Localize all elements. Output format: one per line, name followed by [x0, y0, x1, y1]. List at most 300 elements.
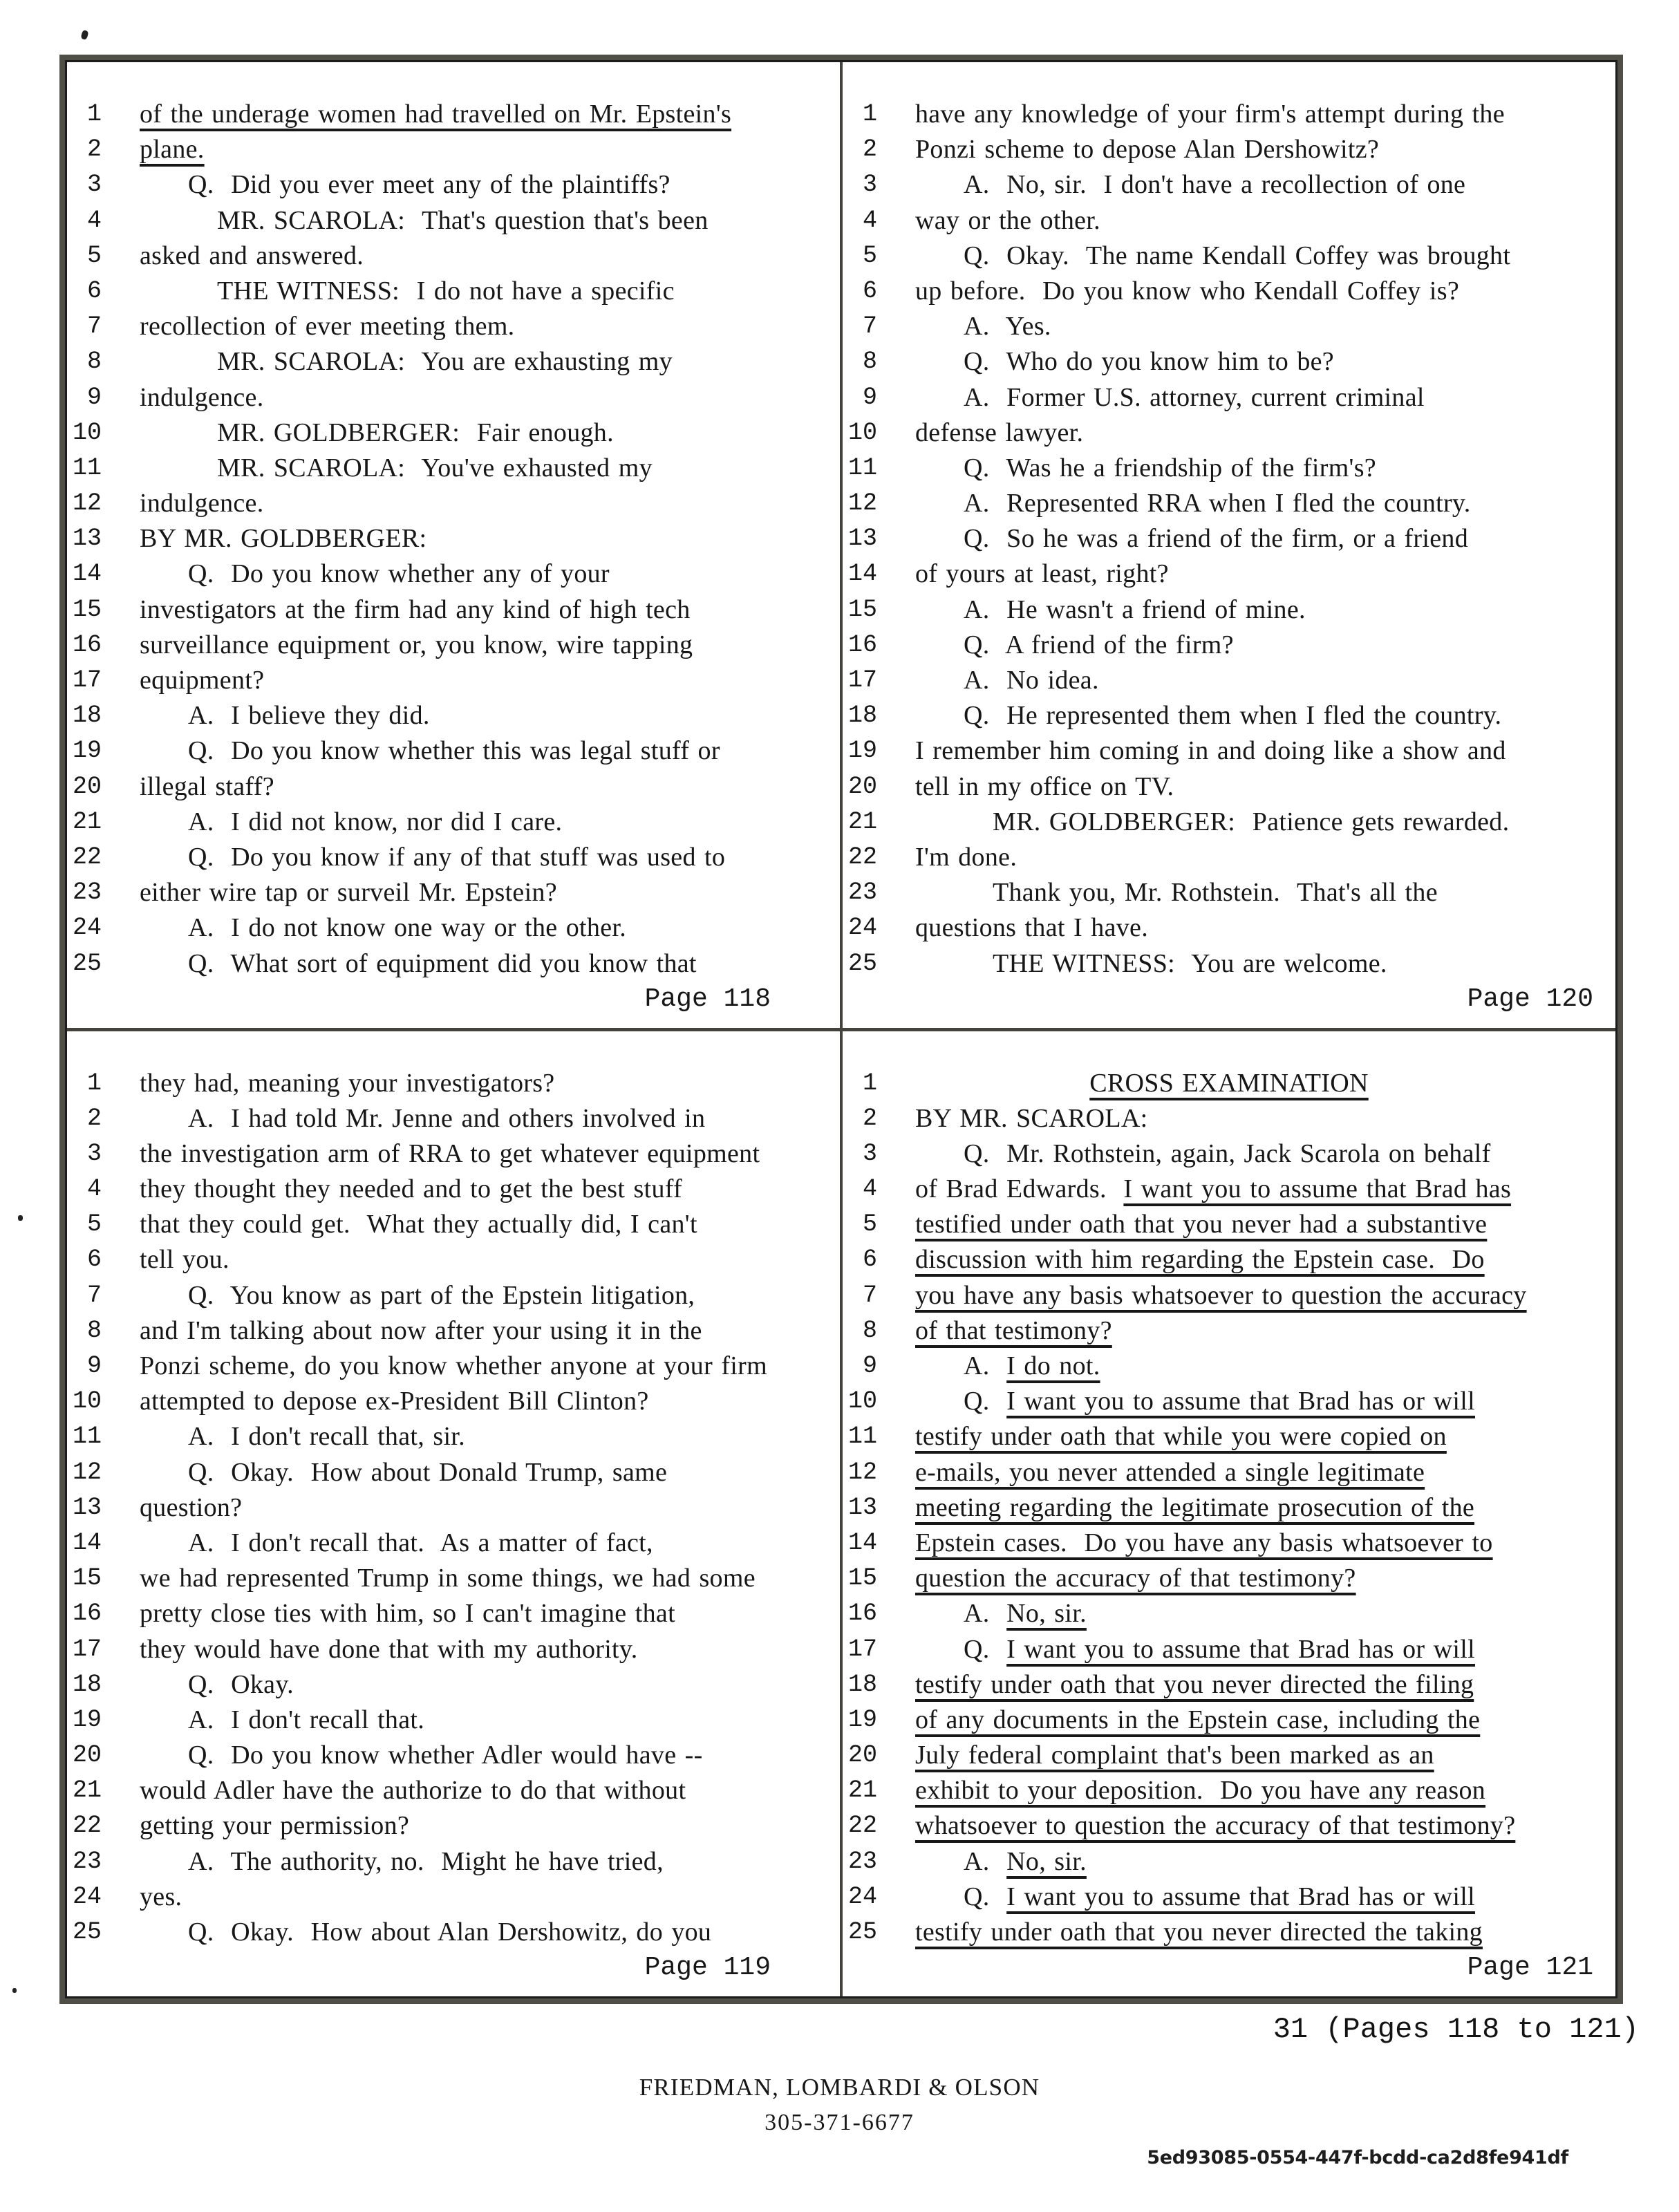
- transcript-line: [67, 1313, 840, 1349]
- transcript-line: [843, 875, 1615, 910]
- line-text: equipment?: [140, 666, 265, 695]
- transcript-line: [843, 663, 1615, 698]
- transcript-line: [67, 1526, 840, 1561]
- line-number: 23: [847, 879, 877, 907]
- line-number: 21: [72, 807, 102, 836]
- line-text: Q. Do you know whether this was legal stuff or: [188, 736, 720, 766]
- line-number: 20: [72, 772, 102, 800]
- transcript-line: [843, 344, 1615, 379]
- page-number-label: Page 120: [1467, 984, 1593, 1014]
- line-text: Q. A friend of the firm?: [964, 630, 1234, 659]
- line-text: Q. Okay. The name Kendall Coffey was brought: [964, 241, 1511, 270]
- line-number: 18: [847, 702, 877, 730]
- line-text: discussion with him regarding the Epstein case. Do: [915, 1245, 1485, 1275]
- line-text: the investigation arm of RRA to get whatever equipment: [140, 1138, 760, 1168]
- transcript-line: [67, 1101, 840, 1136]
- line-text: BY MR. SCAROLA:: [915, 1103, 1148, 1133]
- transcript-line: [67, 910, 840, 946]
- line-number: 21: [847, 807, 877, 836]
- line-number: 18: [847, 1670, 877, 1698]
- line-number: 2: [862, 1104, 877, 1132]
- line-text: Q. Okay. How about Donald Trump, same: [188, 1457, 668, 1487]
- line-text: they would have done that with my authority.: [140, 1634, 638, 1664]
- transcript-line: [843, 698, 1615, 733]
- line-number: 1: [86, 100, 102, 128]
- four-up-grid: [67, 62, 1615, 1996]
- line-number: 24: [847, 914, 877, 942]
- line-text: A. He wasn't a friend of mine.: [964, 594, 1306, 624]
- line-number: 4: [86, 206, 102, 234]
- page-number-label: Page 118: [644, 984, 771, 1014]
- transcript-line: [67, 698, 840, 733]
- transcript-line: [67, 1773, 840, 1808]
- line-text: THE WITNESS: I do not have a specific: [217, 276, 675, 306]
- transcript-line: [843, 1561, 1615, 1596]
- line-text: we had represented Trump in some things, we had some: [140, 1564, 756, 1593]
- line-text: BY MR. GOLDBERGER:: [140, 524, 427, 554]
- transcript-line: [67, 203, 840, 238]
- document-id-stamp: 5ed93085-0554-447f-bcdd-ca2d8fe941df: [1147, 2147, 1568, 2168]
- line-number: 21: [847, 1777, 877, 1805]
- line-text: exhibit to your deposition. Do you have any reason: [915, 1776, 1486, 1806]
- transcript-line: [843, 556, 1615, 592]
- transcript-line: [843, 1455, 1615, 1490]
- line-text: A. No idea.: [964, 666, 1099, 695]
- line-text: Q. Okay. How about Alan Dershowitz, do you: [188, 1918, 712, 1947]
- line-number: 14: [72, 560, 102, 588]
- line-text: THE WITNESS: You are welcome.: [993, 948, 1387, 978]
- line-text: would Adler have the authorize to do that without: [140, 1776, 686, 1806]
- line-text: surveillance equipment or, you know, wire tapping: [140, 630, 693, 659]
- line-text: A. Yes.: [964, 312, 1051, 341]
- line-text: MR. SCAROLA: You've exhausted my: [217, 453, 653, 482]
- line-number: 9: [86, 1352, 102, 1380]
- line-number: 14: [847, 560, 877, 588]
- line-text: question?: [140, 1492, 243, 1522]
- transcript-line: [843, 167, 1615, 203]
- transcript-line: [67, 1844, 840, 1880]
- scan-artifact-mark: [12, 1988, 17, 1993]
- line-text: MR. GOLDBERGER: Patience gets rewarded.: [993, 807, 1510, 836]
- transcript-line: [67, 97, 840, 132]
- transcript-line: [67, 1596, 840, 1631]
- line-number: 15: [847, 1564, 877, 1593]
- transcript-sheet-inner-border: [65, 60, 1617, 1998]
- line-number: 10: [847, 418, 877, 447]
- scan-artifact-mark: [80, 30, 88, 40]
- line-text: of any documents in the Epstein case, including the: [915, 1705, 1481, 1734]
- line-number: 8: [86, 348, 102, 376]
- transcript-line: [843, 97, 1615, 132]
- line-number: 22: [72, 1812, 102, 1840]
- line-number: 20: [847, 772, 877, 800]
- line-number: 19: [72, 1705, 102, 1734]
- line-text: Q. What sort of equipment did you know that: [188, 948, 697, 978]
- line-number: 18: [72, 1670, 102, 1698]
- line-text: A. I believe they did.: [188, 701, 430, 731]
- line-text: attempted to depose ex-President Bill Clinton?: [140, 1387, 649, 1416]
- line-number: 3: [86, 1139, 102, 1168]
- transcript-line: [67, 946, 840, 982]
- line-number: 1: [86, 1069, 102, 1097]
- transcript-line: [67, 805, 840, 840]
- line-text: investigators at the firm had any kind of high tech: [140, 594, 691, 624]
- line-text: Q. You know as part of the Epstein litigation,: [188, 1280, 695, 1310]
- line-number: 4: [862, 206, 877, 234]
- line-text: they had, meaning your investigators?: [140, 1068, 555, 1098]
- line-number: 5: [86, 1210, 102, 1239]
- transcript-line: [843, 1490, 1615, 1526]
- transcript-line: [843, 415, 1615, 451]
- transcript-line: [843, 380, 1615, 415]
- line-number: 17: [847, 666, 877, 694]
- line-text: Q. Do you know whether Adler would have --: [188, 1741, 703, 1770]
- line-text: A. No, sir.: [964, 1599, 1087, 1629]
- transcript-line: [843, 840, 1615, 875]
- line-text: up before. Do you know who Kendall Coffey is?: [915, 276, 1460, 306]
- line-number: 3: [862, 171, 877, 199]
- transcript-line: [67, 132, 840, 167]
- line-text: and I'm talking about now after your using it in the: [140, 1315, 702, 1345]
- line-text: A. No, sir.: [964, 1846, 1087, 1876]
- line-text: Q. Do you know whether any of your: [188, 559, 610, 589]
- line-text: testify under oath that you never directed the taking: [915, 1918, 1483, 1947]
- line-text: A. I had told Mr. Jenne and others involved in: [188, 1103, 706, 1133]
- transcript-line: [67, 1384, 840, 1419]
- transcript-line: [67, 1667, 840, 1703]
- transcript-line: [843, 1773, 1615, 1808]
- line-text: of Brad Edwards. I want you to assume that Brad has: [915, 1174, 1512, 1204]
- transcript-line: [843, 805, 1615, 840]
- transcript-line: [843, 628, 1615, 663]
- line-text: question the accuracy of that testimony?: [915, 1564, 1356, 1593]
- line-text: Thank you, Mr. Rothstein. That's all the: [993, 878, 1438, 908]
- transcript-line: [67, 592, 840, 628]
- transcript-line: [67, 840, 840, 875]
- transcript-line: [67, 309, 840, 344]
- transcript-line: [67, 1136, 840, 1172]
- page-number-label: Page 121: [1467, 1953, 1593, 1983]
- line-number: 16: [72, 1600, 102, 1628]
- line-number: 11: [847, 453, 877, 482]
- line-number: 3: [862, 1139, 877, 1168]
- line-text: tell in my office on TV.: [915, 771, 1174, 801]
- transcript-line: [843, 1667, 1615, 1703]
- line-number: 5: [86, 241, 102, 270]
- line-text: A. I did not know, nor did I care.: [188, 807, 563, 836]
- transcript-line: [843, 1703, 1615, 1738]
- line-number: 8: [862, 1316, 877, 1344]
- line-text: recollection of ever meeting them.: [140, 312, 515, 341]
- transcript-line: [67, 1808, 840, 1844]
- line-number: 6: [862, 276, 877, 305]
- transcript-line: [843, 203, 1615, 238]
- line-text: A. I don't recall that, sir.: [188, 1422, 465, 1452]
- line-number: 13: [72, 1493, 102, 1521]
- line-text: A. I do not.: [964, 1351, 1100, 1380]
- line-text: I'm done.: [915, 842, 1017, 872]
- line-text: they thought they needed and to get the best stuff: [140, 1174, 683, 1204]
- transcript-line: [67, 167, 840, 203]
- line-number: 7: [862, 312, 877, 341]
- line-text: Q. Who do you know him to be?: [964, 347, 1334, 377]
- line-number: 16: [72, 630, 102, 659]
- line-number: 8: [862, 348, 877, 376]
- line-text: yes.: [140, 1882, 182, 1911]
- transcript-line: [67, 1703, 840, 1738]
- line-text: A. I do not know one way or the other.: [188, 913, 627, 943]
- line-number: 25: [847, 949, 877, 977]
- line-text: you have any basis whatsoever to question the accuracy: [915, 1280, 1527, 1310]
- line-text: testify under oath that you never directed the filing: [915, 1669, 1474, 1699]
- line-number: 7: [862, 1281, 877, 1309]
- transcript-line: [67, 344, 840, 379]
- transcript-line: [843, 1596, 1615, 1631]
- transcript-line: [843, 1101, 1615, 1136]
- line-text: have any knowledge of your firm's attempt during the: [915, 100, 1505, 129]
- line-text: A. The authority, no. Might he have tried,: [188, 1846, 664, 1876]
- line-number: 18: [72, 702, 102, 730]
- transcript-line: [67, 1242, 840, 1277]
- transcript-lines: [843, 97, 1615, 982]
- line-text: Q. So he was a friend of the firm, or a friend: [964, 524, 1468, 554]
- line-number: 15: [72, 595, 102, 624]
- transcript-line: [67, 1561, 840, 1596]
- transcript-line: [843, 1066, 1615, 1101]
- transcript-line: [67, 628, 840, 663]
- line-text: pretty close ties with him, so I can't imagine that: [140, 1599, 675, 1629]
- line-number: 13: [847, 1493, 877, 1521]
- transcript-lines: [843, 1066, 1615, 1951]
- transcript-line: [843, 1384, 1615, 1419]
- transcript-line: [67, 875, 840, 910]
- transcript-line: [67, 556, 840, 592]
- line-text: Q. Mr. Rothstein, again, Jack Scarola on behalf: [964, 1138, 1491, 1168]
- reporting-firm-phone: 305-371-6677: [765, 2110, 914, 2135]
- transcript-line: [67, 1490, 840, 1526]
- line-number: 20: [72, 1741, 102, 1770]
- line-text: whatsoever to question the accuracy of that testimony?: [915, 1811, 1516, 1841]
- transcript-line: [843, 592, 1615, 628]
- line-text: defense lawyer.: [915, 418, 1084, 447]
- transcript-line: [843, 486, 1615, 521]
- transcript-line: [67, 1455, 840, 1490]
- line-text: asked and answered.: [140, 241, 364, 270]
- line-number: 11: [72, 453, 102, 482]
- line-text: CROSS EXAMINATION: [1089, 1068, 1369, 1098]
- line-number: 23: [72, 879, 102, 907]
- transcript-line: [67, 380, 840, 415]
- transcript-line: [843, 1278, 1615, 1313]
- transcript-sheet: [59, 55, 1623, 2004]
- transcript-line: [843, 274, 1615, 309]
- transcript-line: [843, 769, 1615, 805]
- transcript-line: [67, 1172, 840, 1207]
- page-number-label: Page 119: [644, 1953, 771, 1983]
- quadrant-page-118: [67, 62, 840, 1028]
- line-number: 17: [72, 1635, 102, 1663]
- line-text: Q. Okay.: [188, 1669, 294, 1699]
- transcript-line: [67, 486, 840, 521]
- line-number: 14: [72, 1528, 102, 1557]
- transcript-line: [67, 1207, 840, 1242]
- transcript-line: [843, 1242, 1615, 1277]
- line-text: of the underage women had travelled on Mr. Epstein's: [140, 100, 732, 129]
- transcript-lines: [67, 1066, 840, 1951]
- transcript-line: [67, 733, 840, 769]
- line-number: 20: [847, 1741, 877, 1770]
- transcript-line: [67, 274, 840, 309]
- line-number: 7: [86, 312, 102, 341]
- line-text: Ponzi scheme, do you know whether anyone at your firm: [140, 1351, 767, 1380]
- line-number: 15: [847, 595, 877, 624]
- line-number: 23: [72, 1847, 102, 1875]
- transcript-line: [67, 1632, 840, 1667]
- transcript-line: [843, 1349, 1615, 1384]
- line-number: 22: [72, 843, 102, 871]
- line-text: indulgence.: [140, 382, 264, 412]
- transcript-line: [67, 1419, 840, 1454]
- line-text: testify under oath that while you were copied on: [915, 1422, 1447, 1452]
- line-number: 6: [862, 1246, 877, 1274]
- line-number: 1: [862, 1069, 877, 1097]
- transcript-line: [843, 1844, 1615, 1880]
- transcript-line: [67, 451, 840, 486]
- line-number: 24: [72, 1882, 102, 1911]
- line-number: 25: [72, 1918, 102, 1946]
- line-text: meeting regarding the legitimate prosecution of the: [915, 1492, 1475, 1522]
- transcript-line: [843, 451, 1615, 486]
- transcript-line: [843, 1313, 1615, 1349]
- transcript-line: [67, 1915, 840, 1950]
- transcript-line: [843, 521, 1615, 556]
- line-number: 9: [862, 383, 877, 411]
- line-number: 12: [847, 1458, 877, 1486]
- line-text: A. I don't recall that.: [188, 1705, 425, 1734]
- line-text: Q. I want you to assume that Brad has or will: [964, 1634, 1475, 1664]
- line-text: that they could get. What they actually did, I can't: [140, 1210, 697, 1239]
- line-text: A. Former U.S. attorney, current criminal: [964, 382, 1425, 412]
- line-number: 10: [72, 1387, 102, 1416]
- line-text: plane.: [140, 135, 205, 165]
- line-number: 9: [862, 1352, 877, 1380]
- line-number: 2: [862, 135, 877, 164]
- line-text: Q. Was he a friendship of the firm's?: [964, 453, 1376, 482]
- line-number: 6: [86, 1246, 102, 1274]
- line-number: 22: [847, 1812, 877, 1840]
- line-number: 25: [847, 1918, 877, 1946]
- line-number: 11: [72, 1423, 102, 1451]
- transcript-line: [843, 733, 1615, 769]
- line-text: MR. SCAROLA: That's question that's been: [217, 205, 709, 235]
- line-number: 15: [72, 1564, 102, 1593]
- line-number: 13: [847, 525, 877, 553]
- line-number: 9: [86, 383, 102, 411]
- line-number: 12: [72, 489, 102, 518]
- transcript-line: [843, 132, 1615, 167]
- line-text: of yours at least, right?: [915, 559, 1169, 589]
- line-number: 13: [72, 525, 102, 553]
- line-text: of that testimony?: [915, 1315, 1112, 1345]
- transcript-line: [67, 1880, 840, 1915]
- line-text: Epstein cases. Do you have any basis whatsoever to: [915, 1528, 1493, 1557]
- transcript-line: [843, 1808, 1615, 1844]
- transcript-line: [843, 309, 1615, 344]
- line-text: either wire tap or surveil Mr. Epstein?: [140, 878, 557, 908]
- line-number: 16: [847, 1600, 877, 1628]
- line-text: Q. I want you to assume that Brad has or will: [964, 1387, 1475, 1416]
- line-text: e-mails, you never attended a single legitimate: [915, 1457, 1425, 1487]
- line-number: 19: [847, 1705, 877, 1734]
- line-number: 22: [847, 843, 877, 871]
- line-number: 2: [86, 135, 102, 164]
- line-text: MR. GOLDBERGER: Fair enough.: [217, 418, 614, 447]
- line-text: I remember him coming in and doing like a show and: [915, 736, 1506, 766]
- transcript-line: [843, 1419, 1615, 1454]
- transcript-line: [843, 946, 1615, 982]
- transcript-line: [67, 521, 840, 556]
- line-number: 14: [847, 1528, 877, 1557]
- quadrant-page-121: [843, 1031, 1615, 1997]
- transcript-line: [843, 910, 1615, 946]
- line-number: 8: [86, 1316, 102, 1344]
- transcript-line: [67, 663, 840, 698]
- line-number: 4: [862, 1175, 877, 1203]
- line-number: 16: [847, 630, 877, 659]
- line-text: tell you.: [140, 1245, 229, 1275]
- quadrant-page-119: [67, 1031, 840, 1997]
- line-number: 17: [847, 1635, 877, 1663]
- line-number: 19: [847, 737, 877, 765]
- transcript-line: [67, 1278, 840, 1313]
- line-number: 17: [72, 666, 102, 694]
- line-text: illegal staff?: [140, 771, 274, 801]
- transcript-line: [843, 1738, 1615, 1773]
- folio-page-range: 31 (Pages 118 to 121): [1273, 2013, 1639, 2046]
- transcript-line: [67, 769, 840, 805]
- line-text: Q. He represented them when I fled the country.: [964, 701, 1502, 731]
- line-number: 7: [86, 1281, 102, 1309]
- line-text: A. Represented RRA when I fled the country.: [964, 489, 1471, 518]
- line-number: 4: [86, 1175, 102, 1203]
- transcript-line: [843, 1172, 1615, 1207]
- line-text: testified under oath that you never had a substantive: [915, 1210, 1488, 1239]
- line-number: 23: [847, 1847, 877, 1875]
- transcript-line: [67, 238, 840, 274]
- line-text: Ponzi scheme to depose Alan Dershowitz?: [915, 135, 1380, 165]
- line-text: way or the other.: [915, 205, 1100, 235]
- transcript-lines: [67, 97, 840, 982]
- transcript-line: [67, 1349, 840, 1384]
- line-text: A. No, sir. I don't have a recollection of one: [964, 170, 1466, 200]
- line-number: 5: [862, 1210, 877, 1239]
- line-number: 1: [862, 100, 877, 128]
- line-number: 24: [72, 914, 102, 942]
- transcript-line: [843, 238, 1615, 274]
- line-number: 12: [72, 1458, 102, 1486]
- line-number: 2: [86, 1104, 102, 1132]
- line-number: 10: [847, 1387, 877, 1416]
- line-number: 10: [72, 418, 102, 447]
- line-number: 19: [72, 737, 102, 765]
- transcript-line: [843, 1880, 1615, 1915]
- line-text: Q. I want you to assume that Brad has or will: [964, 1882, 1475, 1911]
- transcript-line: [843, 1207, 1615, 1242]
- line-number: 6: [86, 276, 102, 305]
- line-text: July federal complaint that's been marked as an: [915, 1741, 1434, 1770]
- line-number: 5: [862, 241, 877, 270]
- transcript-line: [67, 1738, 840, 1773]
